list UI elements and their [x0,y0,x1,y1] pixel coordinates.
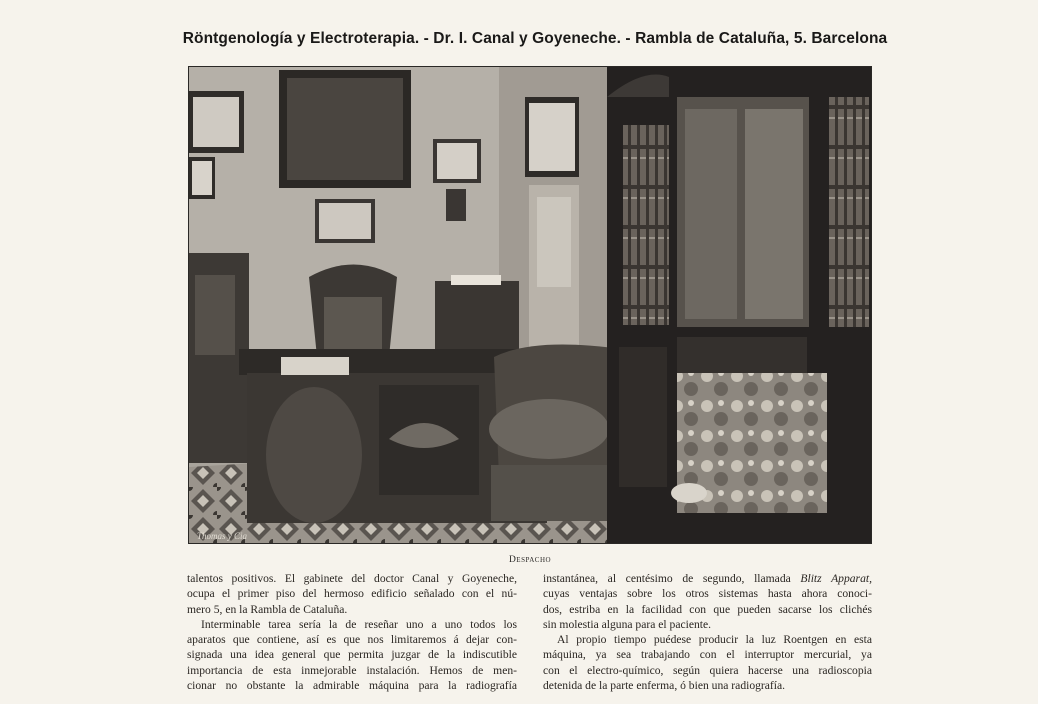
text-line: con el electro-químico, según quiera hacerse una radioscopia [543,663,872,677]
text-line [543,571,872,586]
text-line: cionar no obstante la admirable máquina para la radiografía [187,679,517,693]
text-line: máquina, ya sea trabajando con el interruptor mercurial, ya [543,648,872,662]
text-line: signada una idea general que permita juzgar de la indiscutible [187,648,517,662]
text-line: mero 5, en la Rambla de Cataluña. [187,602,348,616]
text-column-left [187,571,517,693]
italic-term: Blitz Apparat, [800,572,872,585]
text-line: Al propio tiempo puédese producir la luz Roentgen en esta [557,633,872,647]
text-line: importancia de esta inmejorable instalación. Hemos de men- [187,663,517,677]
page-header: Röntgenología y Electroterapia. - Dr. I. Canal y Goyeneche. - Rambla de Cataluña, 5. Barcelona [182,30,888,47]
office-photograph [188,66,872,544]
photo-signature: Thomas y Cia [197,531,248,541]
text-line: detenida de la parte enferma, ó bien una radiografía. [543,679,786,693]
text-line: dos, estriba en la facilidad con que pueden sacarse los clichés [543,602,872,616]
text-line: aparatos que contiene, así es que nos limitaremos á dejar con- [187,633,517,647]
text-line: ocupa el primer piso del hermoso edificio señalado con el nú- [187,587,517,601]
photo-caption: Despacho [508,555,552,565]
text-line: talentos positivos. El gabinete del doctor Canal y Goyeneche, [187,572,517,585]
text-line: cuyas ventajas sobre los otros sistemas hasta ahora conoci- [543,587,872,601]
text-run: instantánea, al centésimo de segundo, llamada [543,572,801,585]
text-line: sin molestia alguna para el paciente. [543,617,712,631]
text-line: Interminable tarea sería la de reseñar uno a uno todos los [201,617,517,631]
text-column-right [543,571,872,693]
